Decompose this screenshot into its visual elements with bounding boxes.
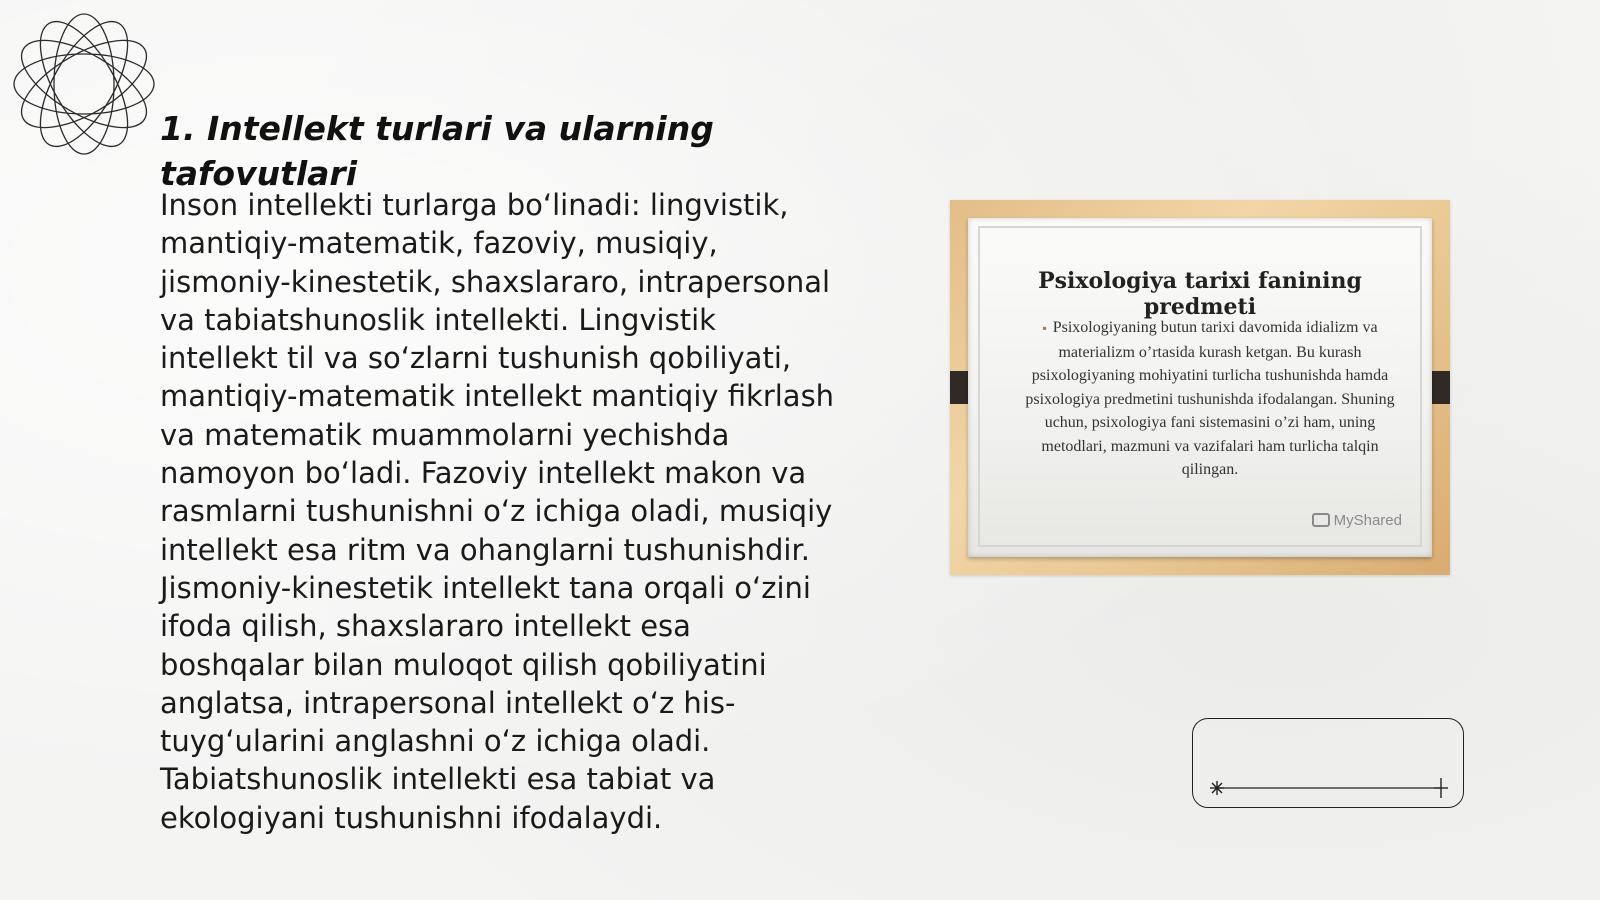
picture-mat	[968, 218, 1432, 557]
picture-text	[1022, 316, 1398, 482]
bullet-icon: ▪	[1042, 321, 1047, 335]
circular-ornament-icon	[10, 10, 158, 158]
star-line-icon	[1193, 719, 1465, 809]
embedded-slide-image	[950, 200, 1450, 575]
picture-paragraph: Psixologiyaning butun tarixi davomida idializm va materializm o’rtasida kurash ketgan. Bu kurash psixologiyaning mohiyatini turlicha tushunishda hamda psixologiya predmetini tushunishda ifodalangan. Shuning uchun, psixologiya fani sistemasini o’zi ham, uning metodlari, mazmuni va vazifalari ham turlicha talqin qilingan.	[1025, 319, 1395, 478]
slide-title: 1. Intellekt turlari va ularning tafovutlari	[160, 109, 714, 193]
watermark-label: MyShared	[1333, 512, 1402, 529]
decorative-rounded-box	[1192, 718, 1464, 808]
monitor-icon	[1312, 513, 1330, 527]
slide-body-text: Inson intellekti turlarga bo‘linadi: lingvistik, mantiqiy-matematik, fazoviy, musiqiy, jismoniy-kinestetik, shaxslararo, intrapersonal va tabiatshunoslik intellekti. Lingvistik intellekt til va so‘zlarni tushunish qobiliyati, mantiqiy-matematik intellekt mantiqiy fikrlash va matematik muammolarni yechishda namoyon bo‘ladi. Fazoviy intellekt makon va rasmlarni tushunishni o‘z ichiga oladi, musiqiy intellekt esa ritm va ohanglarni tushunishdir. Jismoniy-kinestetik intellekt tana orqali o‘zini ifoda qilish, shaxslararo intellekt esa boshqalar bilan muloqot qilish qobiliyatini anglatsa, intrapersonal intellekt o‘z his-tuyg‘ularini anglashni o‘z ichiga oladi. Tabiatshunoslik intellekti esa tabiat va ekologiyani tushunishni ifodalaydi.	[160, 188, 835, 835]
picture-inner-border	[978, 226, 1422, 547]
picture-title: Psixologiya tarixi fanining predmeti	[1038, 268, 1362, 320]
picture-watermark	[1312, 512, 1402, 529]
